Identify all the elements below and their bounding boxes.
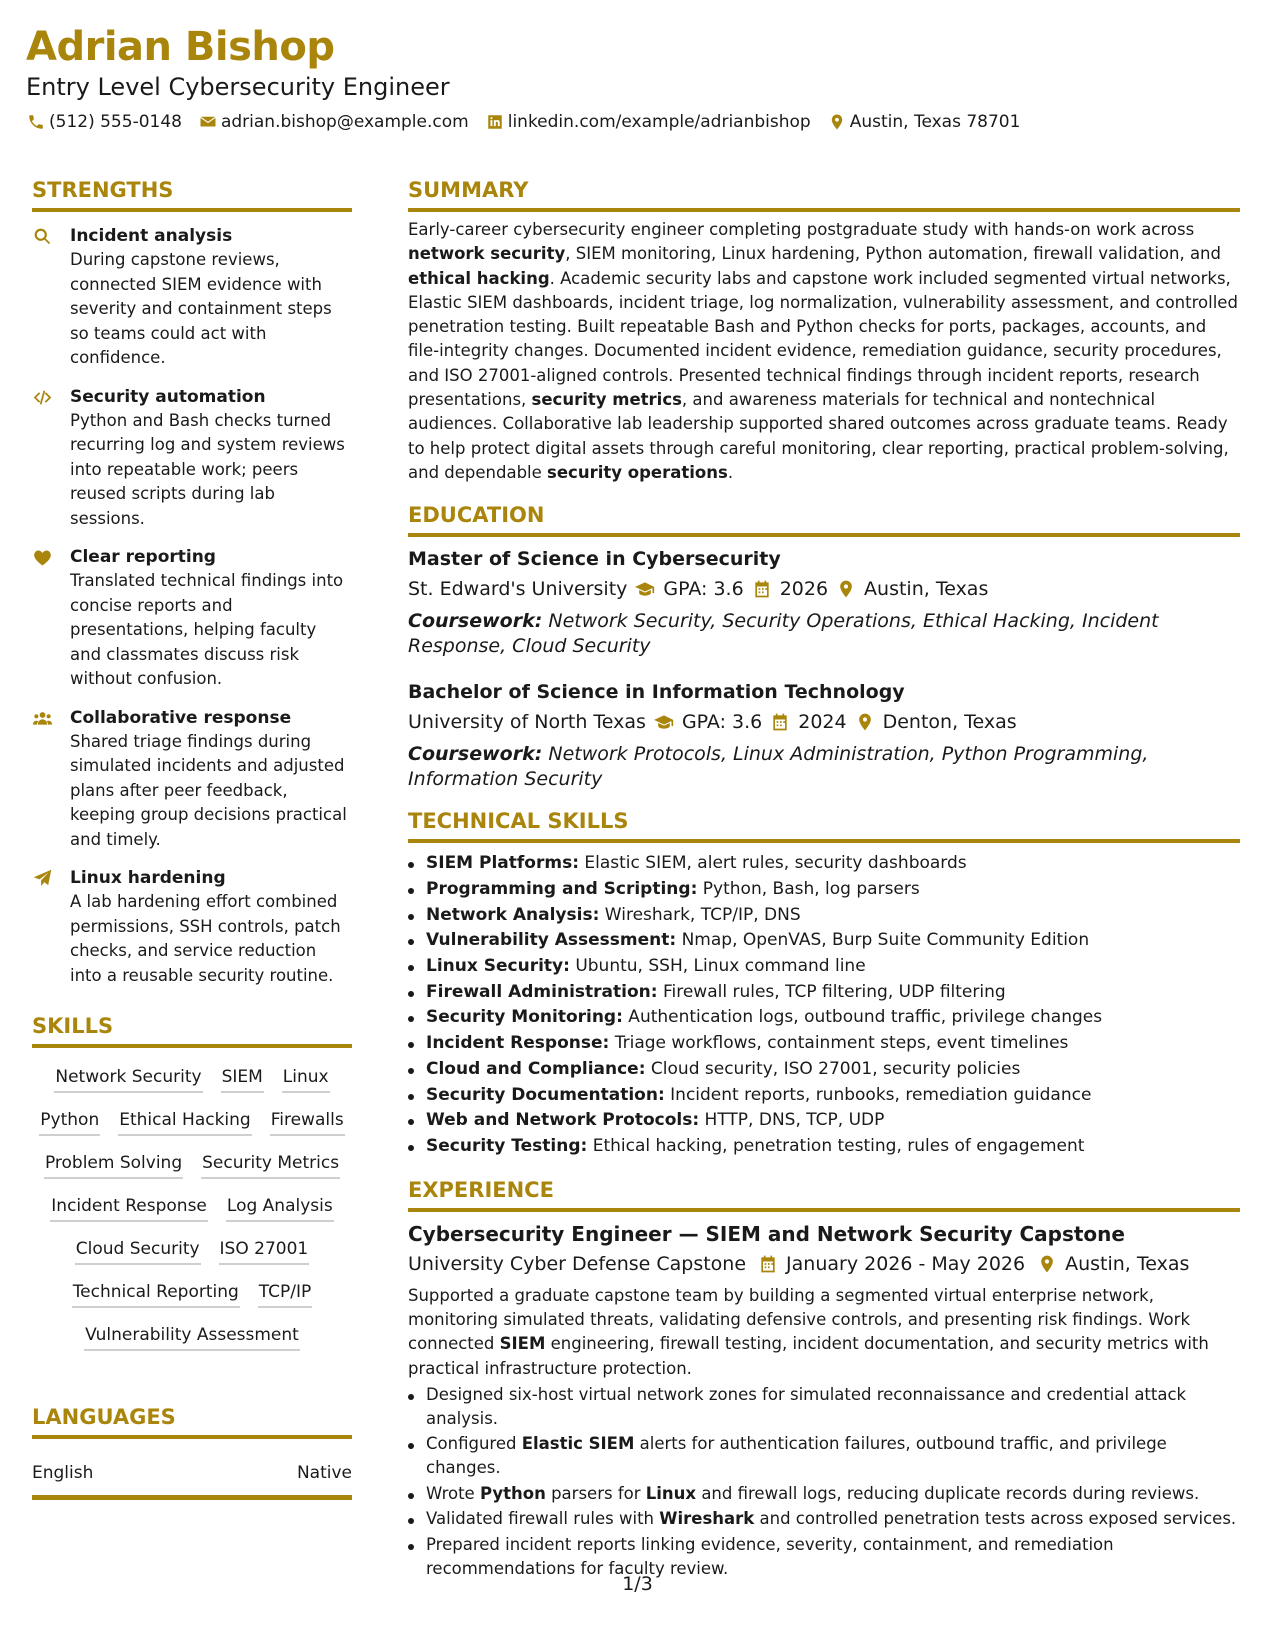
coursework — [408, 742, 1240, 791]
languages-heading: LANGUAGES — [32, 1403, 352, 1439]
job-bullet: Wrote Python parsers for Linux and firewall logs, reducing duplicate records during reviews. — [408, 1482, 1240, 1506]
paper-plane-icon — [32, 866, 70, 988]
phone-icon — [26, 112, 46, 132]
job-intro: Supported a graduate capstone team by building a segmented virtual enterprise network, monitoring simulated threats, validating defensive controls, and presenting risk findings. Work connected SIEM engineering, firewall testing, incident documentation, and security metrics with practical infrastructure protection. — [408, 1285, 1209, 1378]
map-pin-icon — [827, 112, 847, 132]
strength-item — [32, 545, 352, 692]
coursework-label: Coursework: — [408, 743, 543, 766]
skill-tags — [32, 1064, 352, 1351]
location-text: Austin, Texas 78701 — [849, 112, 1021, 132]
degree: Bachelor of Science in Information Technology — [408, 681, 905, 704]
summary-text: Early-career cybersecurity engineer completing postgraduate study with hands-on work across network security, SIEM monitoring, Linux hardening, Python automation, firewall validation, and ethical hacking. Academic security labs and capstone work included segmented virtual networks, Elastic SIEM dashboards, incident triage, log normalization, vulnerability assessment, and controlled penetration testing. Built repeatable Bash and Python checks for ports, packages, accounts, and file-integrity changes. Documented incident evidence, remediation guidance, security procedures, and ISO 27001-aligned controls. Presented technical findings through incident reports, research presentations, security metrics, and awareness materials for technical and nontechnical audiences. Collaborative lab leadership supported shared outcomes across graduate teams. Ready to help protect digital assets through careful monitoring, clear reporting, practical problem-solving, and dependable security operations. — [408, 220, 1238, 482]
skill-tag-row — [32, 1236, 352, 1265]
calendar-icon — [770, 712, 790, 732]
skill-tag-row — [32, 1279, 352, 1308]
coursework-list: Network Security, Security Operations, Ethical Hacking, Incident Response, Cloud Security — [408, 610, 1159, 657]
contact-linkedin[interactable] — [485, 110, 811, 134]
summary-heading: SUMMARY — [408, 176, 1240, 212]
technical-skills-section — [408, 807, 1240, 1159]
email-text: adrian.bishop@example.com — [220, 112, 469, 132]
skill-tag: ISO 27001 — [219, 1236, 310, 1265]
technical-skill-item: Cloud and Compliance: Cloud security, ISO 27001, security policies — [408, 1057, 1240, 1083]
edu-location: Austin, Texas — [864, 578, 989, 601]
year: 2026 — [779, 578, 829, 601]
education-section — [408, 501, 1240, 791]
skill-tag-row — [32, 1064, 352, 1093]
strength-text: During capstone reviews, connected SIEM evidence with severity and containment steps so teams could act with confidence. — [70, 250, 332, 367]
users-icon — [32, 706, 70, 853]
strength-text: Translated technical findings into concise reports and presentations, helping faculty and classmates discuss risk without confusion. — [70, 571, 344, 688]
technical-skill-item: Security Documentation: Incident reports, runbooks, remediation guidance — [408, 1083, 1240, 1109]
job-bullet: Designed six-host virtual network zones for simulated reconnaissance and credential attack analysis. — [408, 1383, 1240, 1431]
job-title: Cybersecurity Engineer — SIEM and Network Security Capstone — [408, 1221, 1125, 1246]
school: St. Edward's University — [408, 578, 628, 601]
technical-skills-list — [408, 851, 1240, 1159]
technical-skills-heading: TECHNICAL SKILLS — [408, 807, 1240, 843]
skills-section — [32, 1012, 352, 1351]
summary-section — [408, 176, 1240, 485]
skill-tag: Log Analysis — [226, 1193, 334, 1222]
skill-tag: Vulnerability Assessment — [84, 1322, 300, 1351]
heart-icon — [32, 545, 70, 692]
skill-tag: Network Security — [54, 1064, 202, 1093]
technical-skill-item: Web and Network Protocols: HTTP, DNS, TCP, UDP — [408, 1108, 1240, 1134]
map-pin-icon — [836, 579, 856, 599]
linkedin-text: linkedin.com/example/adrianbishop — [507, 112, 811, 132]
code-icon — [32, 385, 70, 532]
strength-title: Security automation — [70, 386, 266, 407]
contact-bar — [26, 110, 1255, 134]
technical-skill-item: Linux Security: Ubuntu, SSH, Linux command line — [408, 954, 1240, 980]
skill-tag-row — [32, 1150, 352, 1179]
envelope-icon — [198, 112, 218, 132]
year: 2024 — [798, 711, 847, 734]
language-level: Native — [296, 1463, 352, 1483]
job-location: Austin, Texas — [1065, 1252, 1190, 1275]
technical-skill-item: Vulnerability Assessment: Nmap, OpenVAS, Burp Suite Community Edition — [408, 928, 1240, 954]
coursework-label: Coursework: — [408, 610, 543, 633]
strengths-heading: STRENGTHS — [32, 176, 352, 212]
resume-header — [26, 22, 1255, 134]
page-indicator: 1/3 — [622, 1573, 653, 1595]
job-meta — [408, 1250, 1240, 1278]
skills-heading: SKILLS — [32, 1012, 352, 1048]
strength-item — [32, 866, 352, 988]
technical-skill-item: Security Testing: Ethical hacking, penetration testing, rules of engagement — [408, 1134, 1240, 1160]
skill-tag-row — [32, 1322, 352, 1351]
skill-tag: Firewalls — [270, 1107, 345, 1136]
right-column — [408, 176, 1240, 1581]
coursework-list: Network Protocols, Linux Administration, Python Programming, Information Security — [408, 743, 1149, 790]
skill-tag: Incident Response — [50, 1193, 208, 1222]
gpa: GPA: 3.6 — [681, 711, 763, 734]
job-bullet: Configured Elastic SIEM alerts for authentication failures, outbound traffic, and privilege changes. — [408, 1432, 1240, 1480]
linkedin-icon — [485, 112, 505, 132]
strength-item — [32, 224, 352, 371]
technical-skill-item: Programming and Scripting: Python, Bash, log parsers — [408, 877, 1240, 903]
job-bullets — [408, 1383, 1240, 1581]
strength-text: Shared triage findings during simulated incidents and adjusted plans after peer feedback, keeping group decisions practical and timely. — [70, 731, 347, 849]
education-list — [408, 545, 1240, 791]
skill-tag: Python — [39, 1107, 100, 1136]
strengths-list — [32, 224, 352, 988]
coursework — [408, 609, 1240, 658]
job-bullet: Validated firewall rules with Wireshark and controlled penetration tests across exposed services. — [408, 1507, 1240, 1531]
skill-tag: TCP/IP — [258, 1279, 313, 1308]
edu-location: Denton, Texas — [882, 711, 1017, 734]
graduation-cap-icon — [635, 579, 655, 599]
candidate-title: Entry Level Cybersecurity Engineer — [26, 73, 450, 101]
job-bullet: Prepared incident reports linking evidence, severity, containment, and remediation recommendations for faculty review. — [408, 1533, 1240, 1581]
strength-title: Incident analysis — [70, 226, 233, 246]
job-org: University Cyber Defense Capstone — [408, 1252, 747, 1275]
technical-skill-item: Firewall Administration: Firewall rules, TCP filtering, UDP filtering — [408, 980, 1240, 1006]
strength-text: Python and Bash checks turned recurring log and system reviews into repeatable work; peers reused scripts during lab sessions. — [70, 410, 345, 528]
job-dates: January 2026 - May 2026 — [786, 1252, 1026, 1275]
skill-tag-row — [32, 1107, 352, 1136]
technical-skill-item: Security Monitoring: Authentication logs, outbound traffic, privilege changes — [408, 1005, 1240, 1031]
education-item — [408, 545, 1240, 658]
contact-email[interactable] — [198, 110, 469, 134]
strength-text: A lab hardening effort combined permissions, SSH controls, patch checks, and service reduction into a reusable security routine. — [70, 892, 341, 985]
skill-tag-row — [32, 1193, 352, 1222]
experience-section — [408, 1176, 1240, 1581]
education-heading: EDUCATION — [408, 501, 1240, 537]
calendar-icon — [752, 579, 772, 599]
phone-text: (512) 555-0148 — [49, 112, 182, 132]
language-row — [32, 1461, 352, 1500]
experience-heading: EXPERIENCE — [408, 1176, 1240, 1212]
contact-phone — [26, 110, 182, 134]
language-name: English — [32, 1463, 94, 1483]
graduation-cap-icon — [654, 712, 674, 732]
education-meta — [408, 708, 1240, 736]
technical-skill-item: Network Analysis: Wireshark, TCP/IP, DNS — [408, 903, 1240, 929]
strength-title: Clear reporting — [70, 547, 216, 567]
languages-section — [32, 1403, 352, 1500]
school: University of North Texas — [408, 711, 646, 734]
gpa: GPA: 3.6 — [663, 578, 744, 601]
skill-tag: Problem Solving — [44, 1150, 183, 1179]
skill-tag: Security Metrics — [201, 1150, 340, 1179]
education-meta — [408, 575, 1240, 603]
technical-skill-item: Incident Response: Triage workflows, containment steps, event timelines — [408, 1031, 1240, 1057]
contact-location — [827, 110, 1021, 134]
candidate-name: Adrian Bishop — [26, 24, 335, 70]
calendar-icon — [758, 1254, 778, 1274]
left-column — [32, 176, 352, 1500]
skill-tag: Technical Reporting — [72, 1279, 240, 1308]
strength-title: Linux hardening — [70, 868, 226, 888]
skill-tag: SIEM — [221, 1064, 264, 1093]
skill-tag: Cloud Security — [75, 1236, 201, 1265]
strengths-section — [32, 176, 352, 988]
strength-title: Collaborative response — [70, 707, 292, 728]
skill-tag: Linux — [282, 1064, 330, 1093]
degree: Master of Science in Cybersecurity — [408, 548, 781, 571]
map-pin-icon — [1037, 1254, 1057, 1274]
skill-tag: Ethical Hacking — [118, 1107, 251, 1136]
strength-item — [32, 706, 352, 853]
technical-skill-item: SIEM Platforms: Elastic SIEM, alert rules, security dashboards — [408, 851, 1240, 877]
education-item — [408, 678, 1240, 791]
map-pin-icon — [855, 712, 875, 732]
strength-item — [32, 385, 352, 532]
search-icon — [32, 224, 70, 371]
